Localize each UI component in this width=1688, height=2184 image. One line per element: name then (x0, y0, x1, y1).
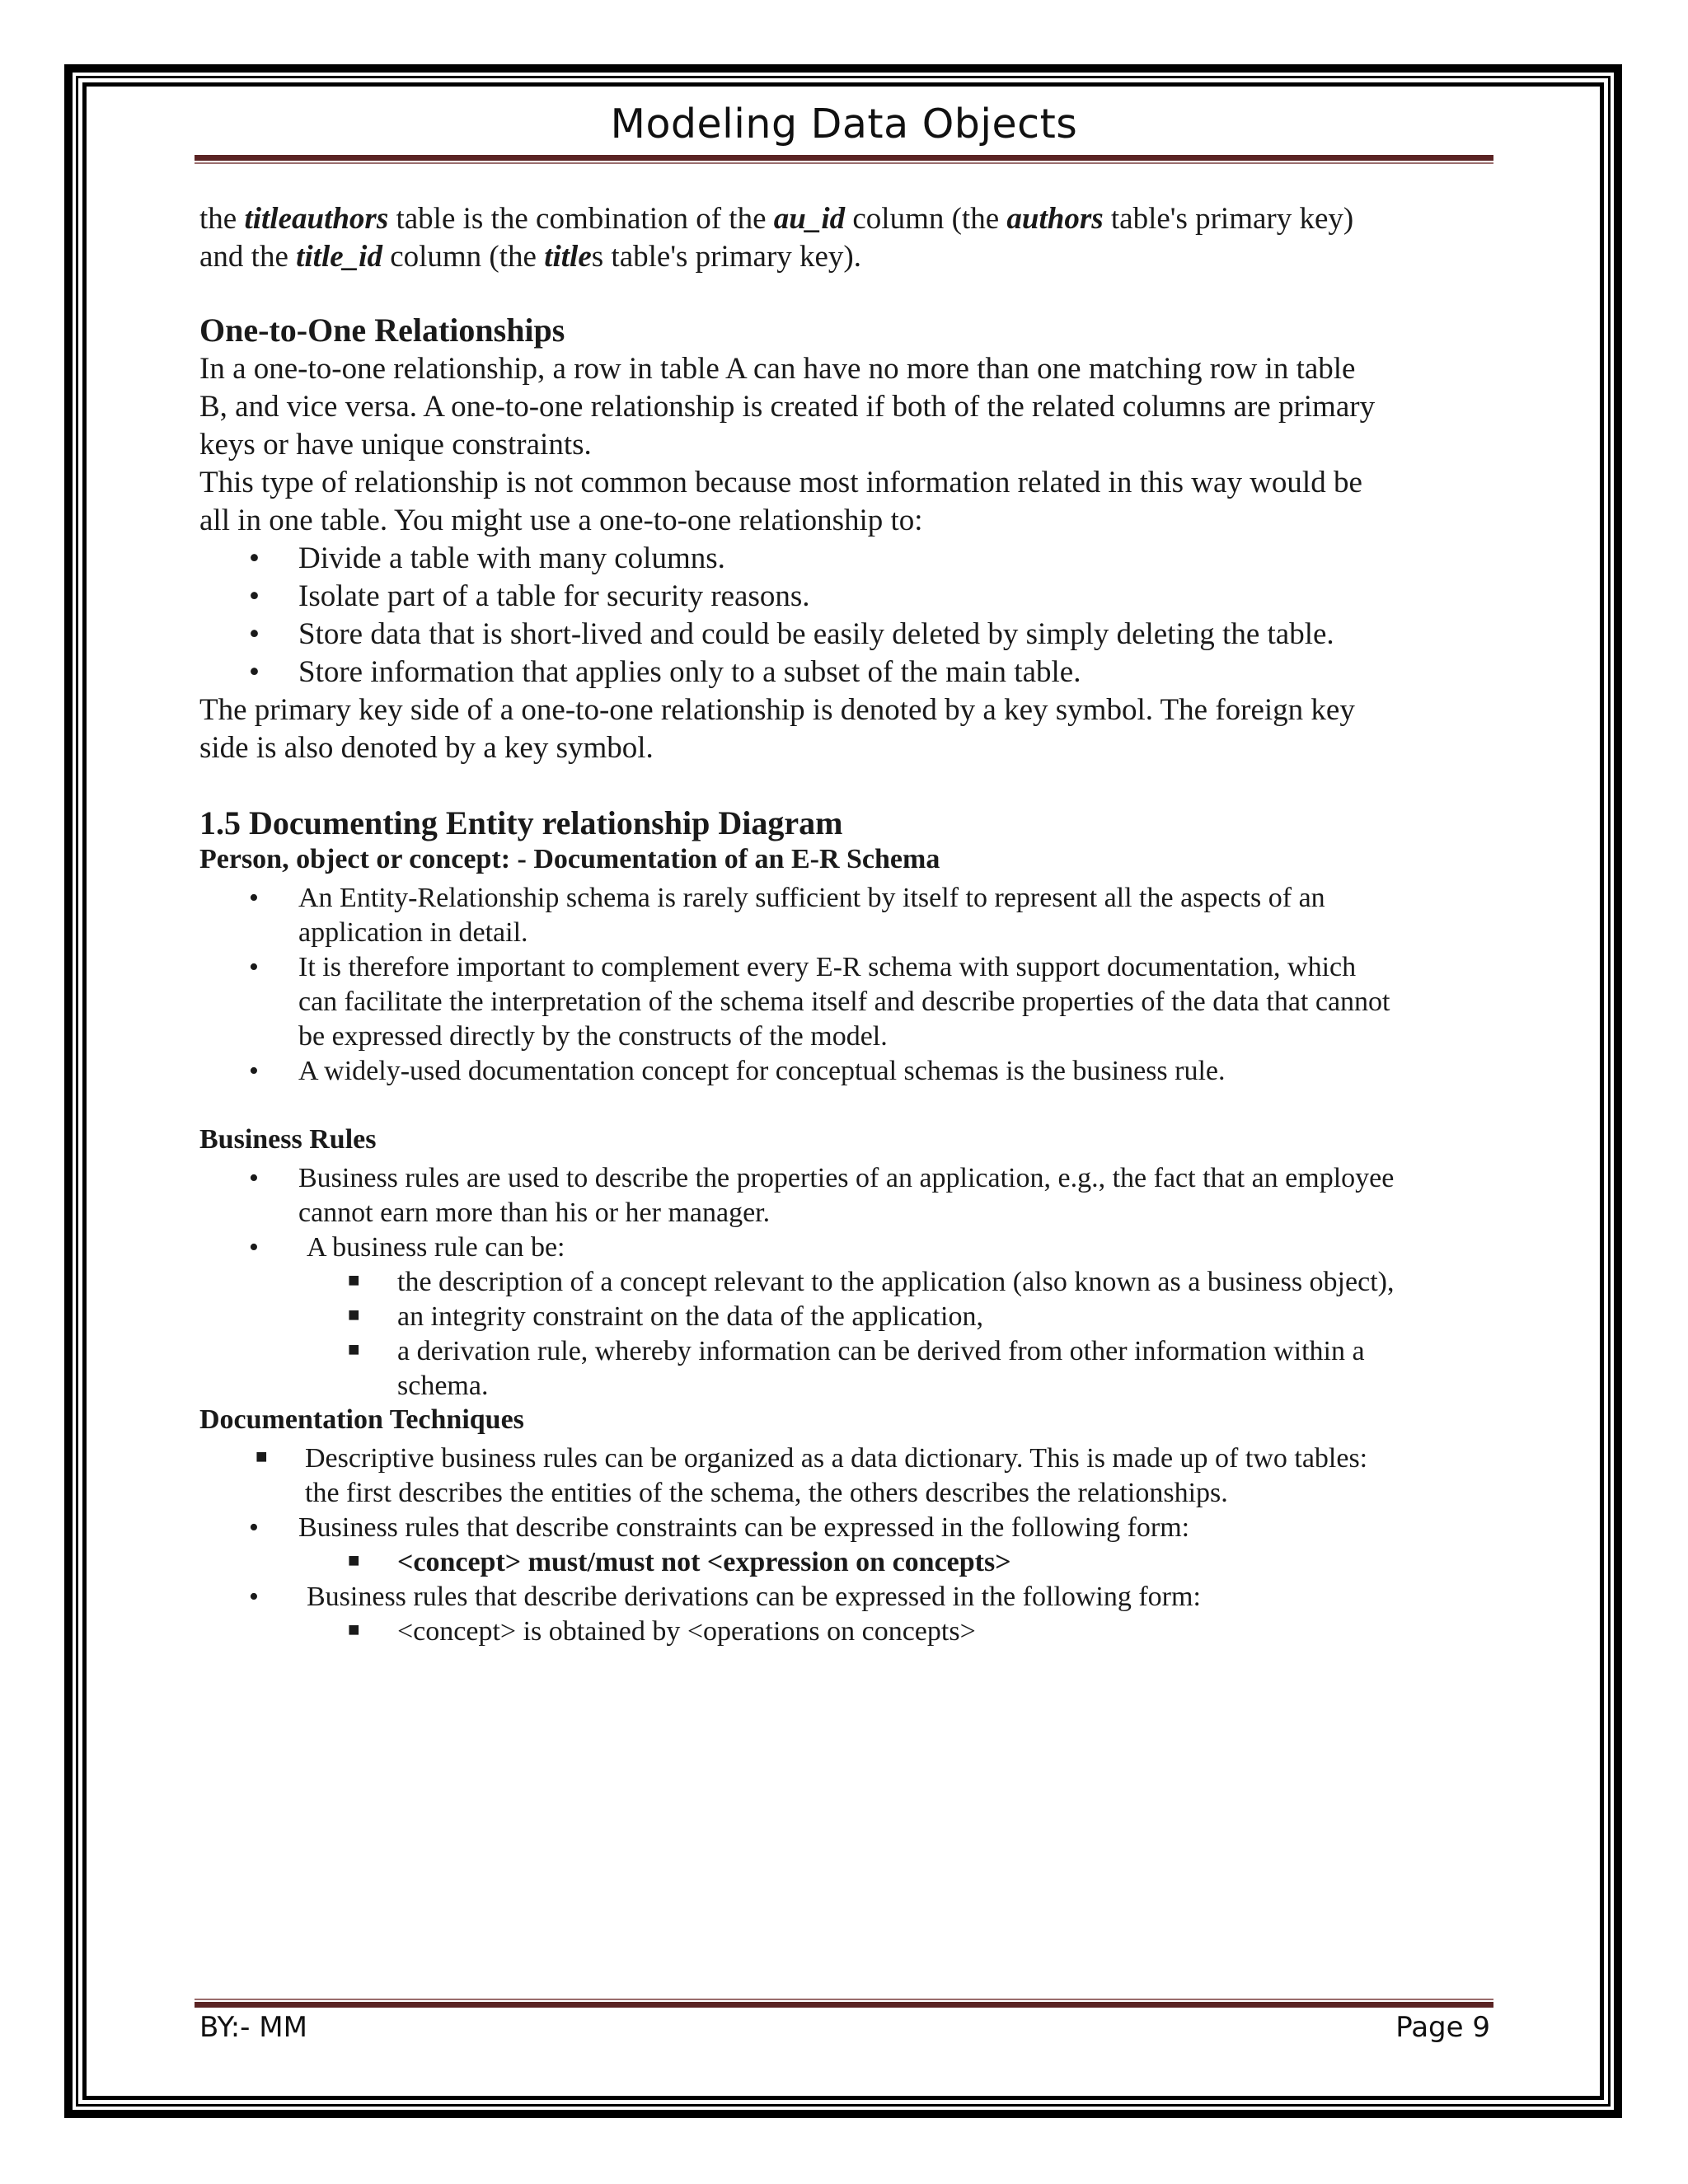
one-to-one-paragraph-3 (199, 691, 1502, 767)
list-item (199, 1580, 1502, 1615)
intro-paragraph (199, 200, 1502, 276)
bullet-icon: • (249, 1512, 259, 1543)
section-heading-documentation-techniques: Documentation Techniques (199, 1404, 524, 1435)
constraint-form-text: <concept> must/must not <expression on concepts> (397, 1547, 1011, 1577)
text: column (the (382, 240, 545, 274)
bullet-icon: • (249, 1163, 259, 1193)
list-item-text: Business rules that describe derivations can be expressed in the following form: (307, 1582, 1201, 1612)
emphasis: titleauthors (244, 202, 389, 236)
header-rule (195, 155, 1493, 164)
square-bullet-icon: ■ (348, 1270, 360, 1291)
one-to-one-paragraph-2 (199, 464, 1502, 540)
section-heading-business-rules: Business Rules (199, 1124, 377, 1155)
business-rules-bullet-list (199, 1161, 1502, 1265)
list-item-text: Descriptive business rules can be organized as a data dictionary. This is made up of two tables: (305, 1443, 1368, 1474)
footer-page-number: Page 9 (1395, 2011, 1490, 2044)
bullet-icon: • (249, 541, 260, 575)
list-item-text: a derivation rule, whereby information can be derived from other information within a (397, 1336, 1365, 1366)
list-item (199, 578, 1502, 616)
list-item-text: It is therefore important to complement every E-R schema with support documentation, which (298, 952, 1357, 982)
subheading-er-schema: Person, object or concept: - Documentation of an E-R Schema (199, 844, 940, 874)
constraint-form-list (199, 1545, 1502, 1580)
list-item (199, 1615, 1502, 1649)
text: table is the combination of the (388, 202, 774, 236)
section-heading-one-to-one: One-to-One Relationships (199, 312, 565, 349)
list-item-text: the first describes the entities of the schema, the others describes the relationships. (305, 1478, 1228, 1508)
list-item-text: Divide a table with many columns. (298, 541, 725, 575)
list-item (199, 1334, 1502, 1404)
square-bullet-icon: ■ (256, 1446, 268, 1468)
list-item-text: A business rule can be: (307, 1232, 565, 1263)
text: the (199, 202, 245, 236)
list-item-text: cannot earn more than his or her manager. (298, 1197, 771, 1228)
emphasis: authors (1006, 202, 1104, 236)
text: keys or have unique constraints. (199, 428, 592, 462)
text: all in one table. You might use a one-to-one relationship to: (199, 504, 923, 537)
list-item-text: Business rules are used to describe the properties of an application, e.g., the fact that an employee (298, 1163, 1395, 1193)
list-item-text: application in detail. (298, 917, 528, 948)
square-bullet-icon: ■ (348, 1339, 360, 1361)
list-item (199, 881, 1502, 950)
list-item-text: An Entity-Relationship schema is rarely sufficient by itself to represent all the aspects of an (298, 883, 1325, 913)
emphasis: au_id (773, 202, 846, 236)
section-heading-erd-documentation: 1.5 Documenting Entity relationship Diagram (199, 804, 843, 841)
list-item-text: the description of a concept relevant to the application (also known as a business object), (397, 1267, 1395, 1297)
bullet-icon: • (249, 617, 260, 651)
list-item-text: be expressed directly by the constructs of the model. (298, 1021, 888, 1052)
derivation-form-text: <concept> is obtained by <operations on concepts> (397, 1616, 976, 1647)
bullet-icon: • (249, 952, 259, 982)
text: side is also denoted by a key symbol. (199, 731, 654, 765)
list-item (199, 616, 1502, 654)
one-to-one-paragraph-1 (199, 350, 1502, 464)
list-item (199, 1545, 1502, 1580)
emphasis: title_id (296, 240, 382, 274)
bullet-icon: • (249, 1582, 259, 1612)
text: The primary key side of a one-to-one relationship is denoted by a key symbol. The foreign key (199, 693, 1355, 727)
list-item (199, 1300, 1502, 1334)
bullet-icon: • (249, 1232, 259, 1263)
list-item-text: A widely-used documentation concept for conceptual schemas is the business rule. (298, 1056, 1226, 1086)
business-rule-types-list (199, 1265, 1502, 1404)
list-item (199, 1054, 1502, 1089)
text: B, and vice versa. A one-to-one relationship is created if both of the related columns are primary (199, 390, 1376, 424)
page-content (199, 200, 1502, 1649)
bullet-icon: • (249, 1056, 259, 1086)
list-item (199, 1230, 1502, 1265)
text: and the (199, 240, 297, 274)
text: In a one-to-one relationship, a row in table A can have no more than one matching row in table (199, 352, 1356, 386)
bullet-icon: • (249, 579, 260, 613)
bullet-icon: • (249, 655, 260, 689)
list-item-text: an integrity constraint on the data of the application, (397, 1301, 983, 1332)
text: This type of relationship is not common because most information related in this way would be (199, 466, 1362, 499)
one-to-one-bullet-list (199, 540, 1502, 691)
erd-bullet-list (199, 881, 1502, 1089)
documentation-techniques-list-2 (199, 1580, 1502, 1615)
documentation-techniques-list (199, 1441, 1502, 1545)
text: s table's primary key). (591, 240, 862, 274)
list-item-text: can facilitate the interpretation of the schema itself and describe properties of the data that cannot (298, 987, 1390, 1017)
derivation-form-list (199, 1615, 1502, 1649)
footer-author: BY:- MM (199, 2011, 307, 2044)
square-bullet-icon: ■ (348, 1305, 360, 1326)
emphasis: title (544, 240, 592, 274)
list-item (199, 1511, 1502, 1545)
list-item (199, 950, 1502, 1054)
list-item-text: Store data that is short-lived and could be easily deleted by simply deleting the table. (298, 617, 1334, 651)
bullet-icon: • (249, 883, 259, 913)
list-item-text: Business rules that describe constraints can be expressed in the following form: (298, 1512, 1190, 1543)
list-item (199, 540, 1502, 578)
list-item-text: Store information that applies only to a subset of the main table. (298, 655, 1081, 689)
text: table's primary key) (1103, 202, 1354, 236)
list-item (199, 1265, 1502, 1300)
text: column (the (845, 202, 1007, 236)
page-title: Modeling Data Objects (610, 101, 1078, 148)
list-item (199, 1161, 1502, 1230)
footer-rule (195, 1999, 1493, 2008)
list-item (199, 654, 1502, 691)
list-item-text: Isolate part of a table for security reasons. (298, 579, 810, 613)
list-item-text: schema. (397, 1371, 489, 1401)
list-item (199, 1441, 1502, 1511)
square-bullet-icon: ■ (348, 1619, 360, 1641)
square-bullet-icon: ■ (348, 1550, 360, 1572)
